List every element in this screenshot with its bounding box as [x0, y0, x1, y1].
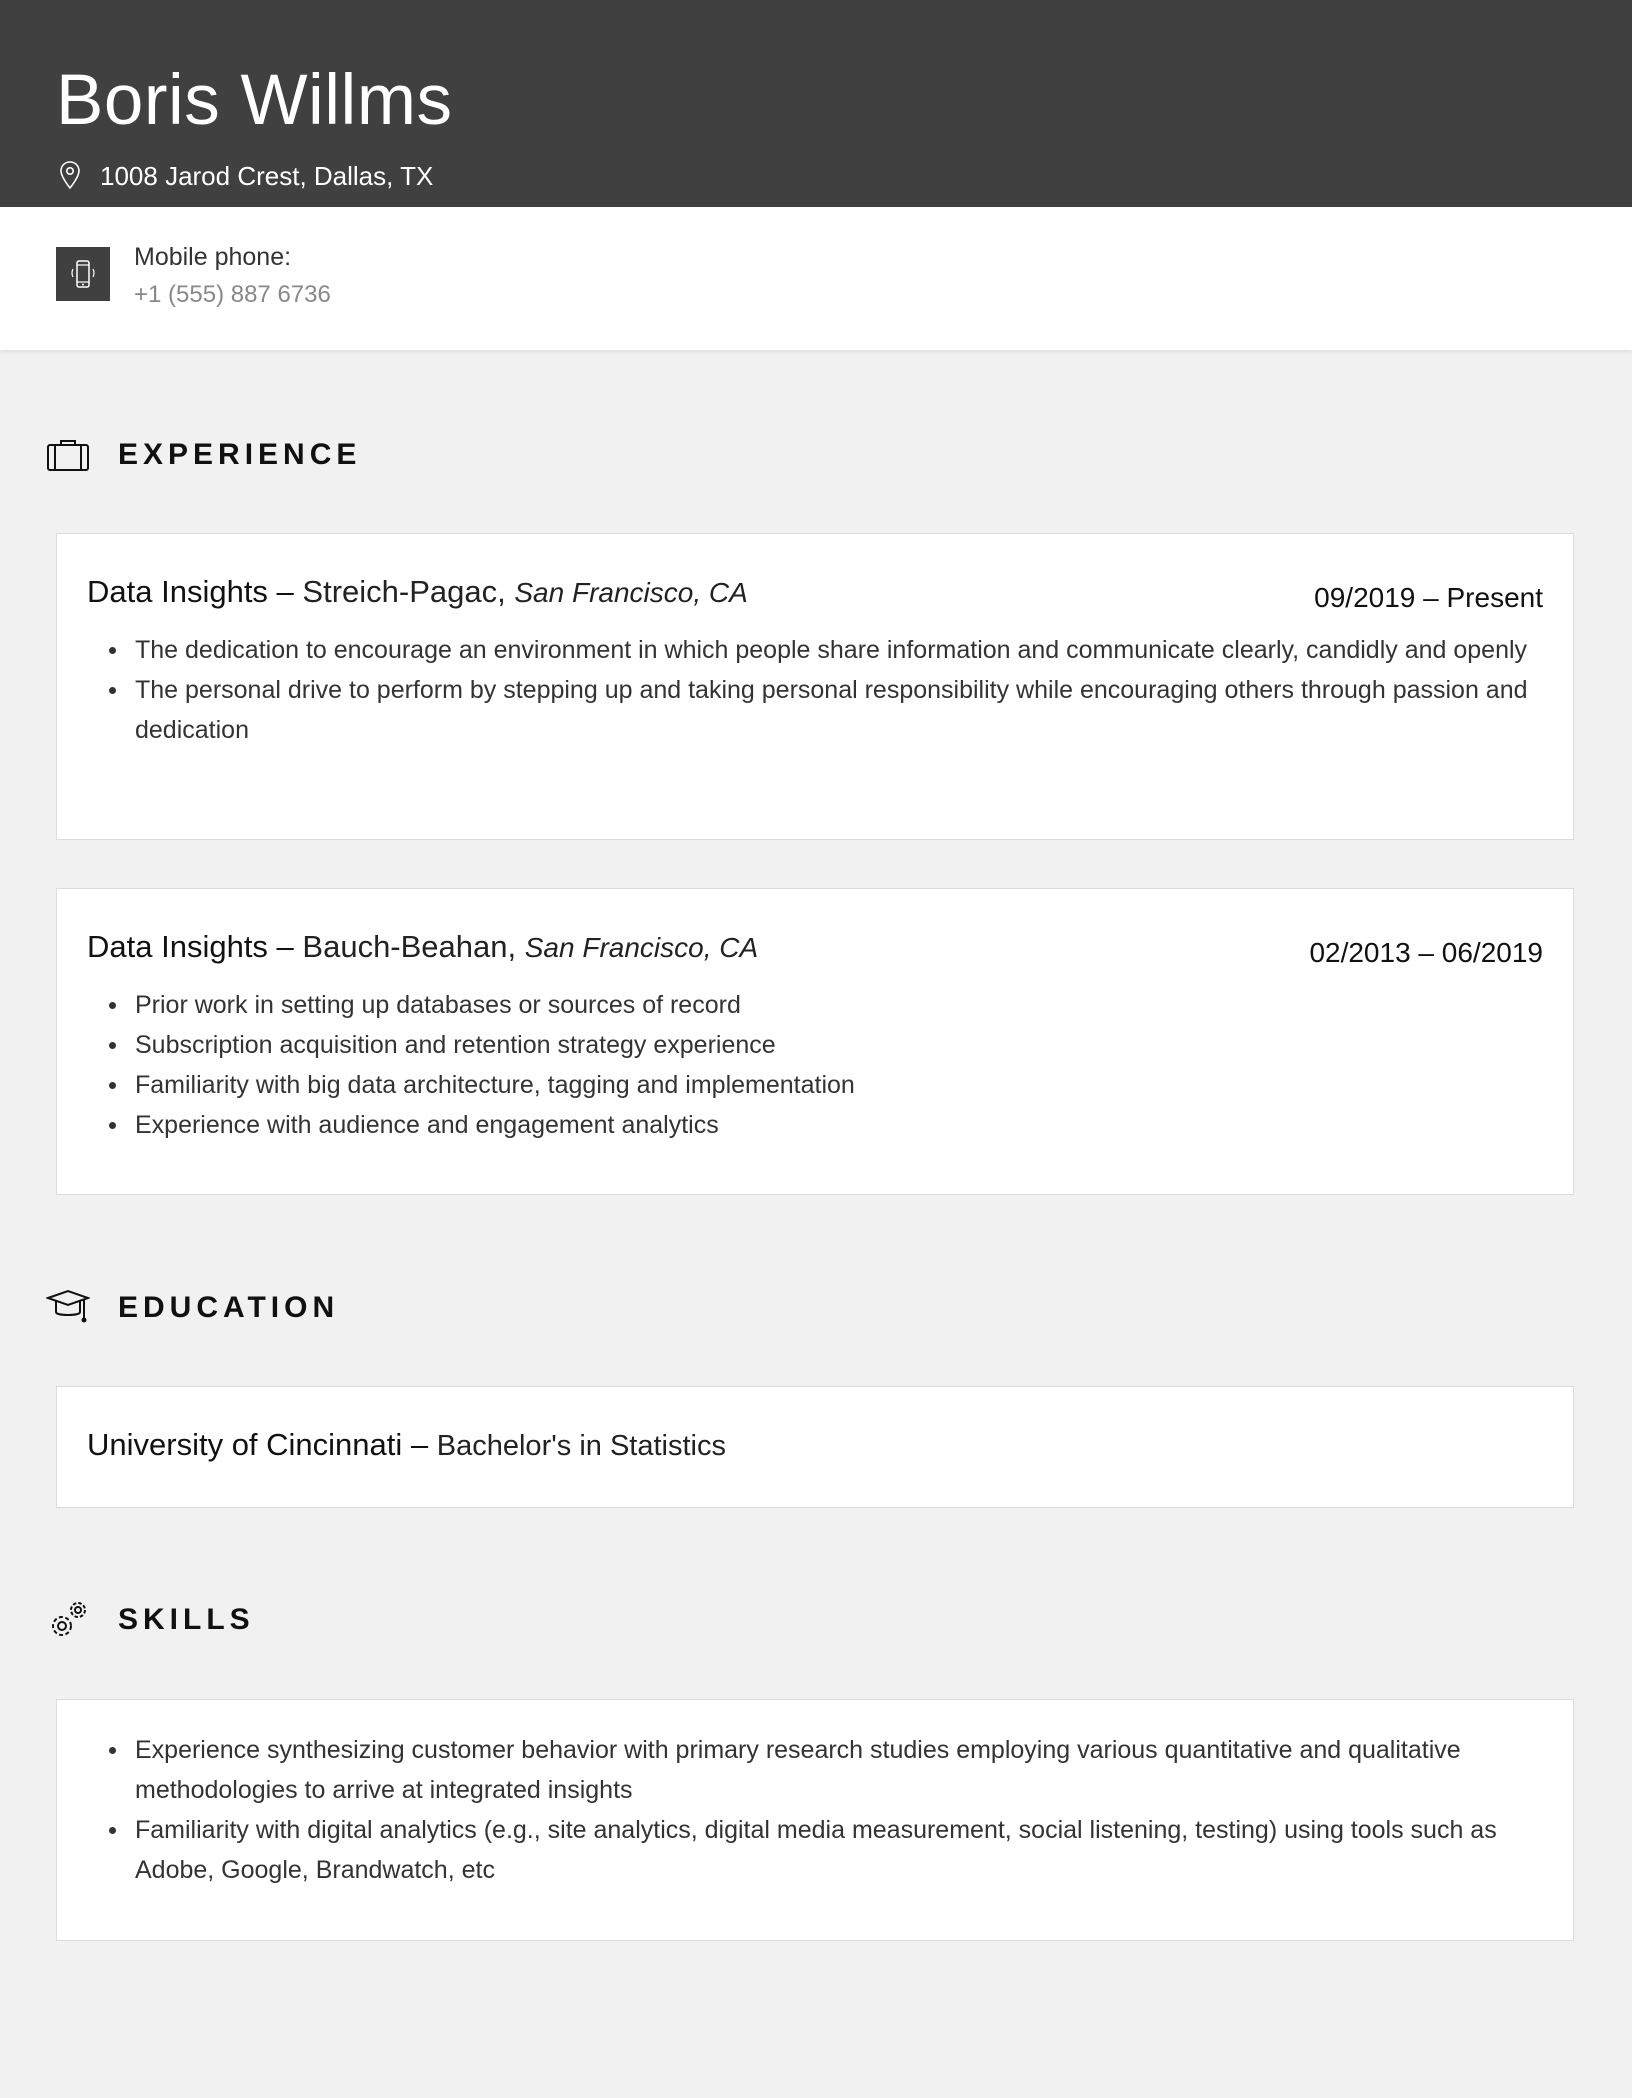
education-entry: [87, 1427, 726, 1463]
list-item: Experience synthesizing customer behavior with primary research studies employing various quantitative and qualitative methodologies to arrive at integrated insights: [105, 1730, 1537, 1810]
job-title: Data Insights: [87, 574, 268, 609]
list-item: Familiarity with digital analytics (e.g., site analytics, digital media measurement, social listening, testing) using tools such as Adobe, Google, Brandwatch, etc: [105, 1810, 1537, 1890]
list-item: Experience with audience and engagement analytics: [105, 1105, 1537, 1145]
job-bullets: [105, 630, 1537, 750]
education-heading: [46, 1286, 339, 1330]
education-card: [56, 1386, 1574, 1508]
contact-bar: [0, 207, 1632, 350]
address-text: 1008 Jarod Crest, Dallas, TX: [100, 160, 434, 191]
education-separator: –: [402, 1427, 437, 1462]
job-bullets: [105, 985, 1537, 1145]
address-row: [58, 156, 433, 196]
location-pin-icon: [58, 160, 82, 192]
skills-heading: [46, 1598, 255, 1642]
list-item: The dedication to encourage an environment in which people share information and communicate clearly, candidly and openly: [105, 630, 1537, 670]
phone-value[interactable]: +1 (555) 887 6736: [134, 281, 331, 308]
mobile-phone-icon: [56, 247, 110, 301]
gears-icon: [46, 1598, 90, 1642]
job-separator: –: [267, 929, 303, 964]
school-name: University of Cincinnati: [87, 1427, 403, 1462]
skills-card: [56, 1699, 1574, 1941]
job-location: San Francisco, CA: [514, 577, 748, 608]
experience-heading: [46, 433, 361, 477]
briefcase-icon: [46, 433, 90, 477]
graduation-cap-icon: [46, 1286, 90, 1330]
list-item: Subscription acquisition and retention strategy experience: [105, 1025, 1537, 1065]
list-item: The personal drive to perform by stepping up and taking personal responsibility while encouraging others through passion and dedication: [105, 670, 1537, 750]
job-company: Streich-Pagac,: [302, 574, 506, 609]
job-dates: 09/2019 – Present: [1314, 582, 1543, 613]
job-card: [56, 533, 1574, 840]
candidate-name: Boris Willms: [56, 61, 453, 140]
job-header: [87, 574, 748, 610]
job-header: [87, 929, 758, 965]
skills-title: SKILLS: [118, 1603, 255, 1636]
job-title: Data Insights: [87, 929, 268, 964]
job-card: [56, 888, 1574, 1195]
job-dates: 02/2013 – 06/2019: [1309, 937, 1543, 968]
job-separator: –: [267, 574, 303, 609]
education-title: EDUCATION: [118, 1291, 340, 1324]
experience-title: EXPERIENCE: [118, 438, 362, 471]
phone-label: Mobile phone:: [134, 243, 292, 271]
degree: Bachelor's in Statistics: [436, 1430, 726, 1462]
skills-bullets: [105, 1730, 1537, 1890]
resume-header: [0, 0, 1632, 207]
job-location: San Francisco, CA: [524, 932, 759, 963]
list-item: Prior work in setting up databases or sources of record: [105, 985, 1537, 1025]
job-company: Bauch-Beahan,: [302, 929, 517, 964]
list-item: Familiarity with big data architecture, tagging and implementation: [105, 1065, 1537, 1105]
